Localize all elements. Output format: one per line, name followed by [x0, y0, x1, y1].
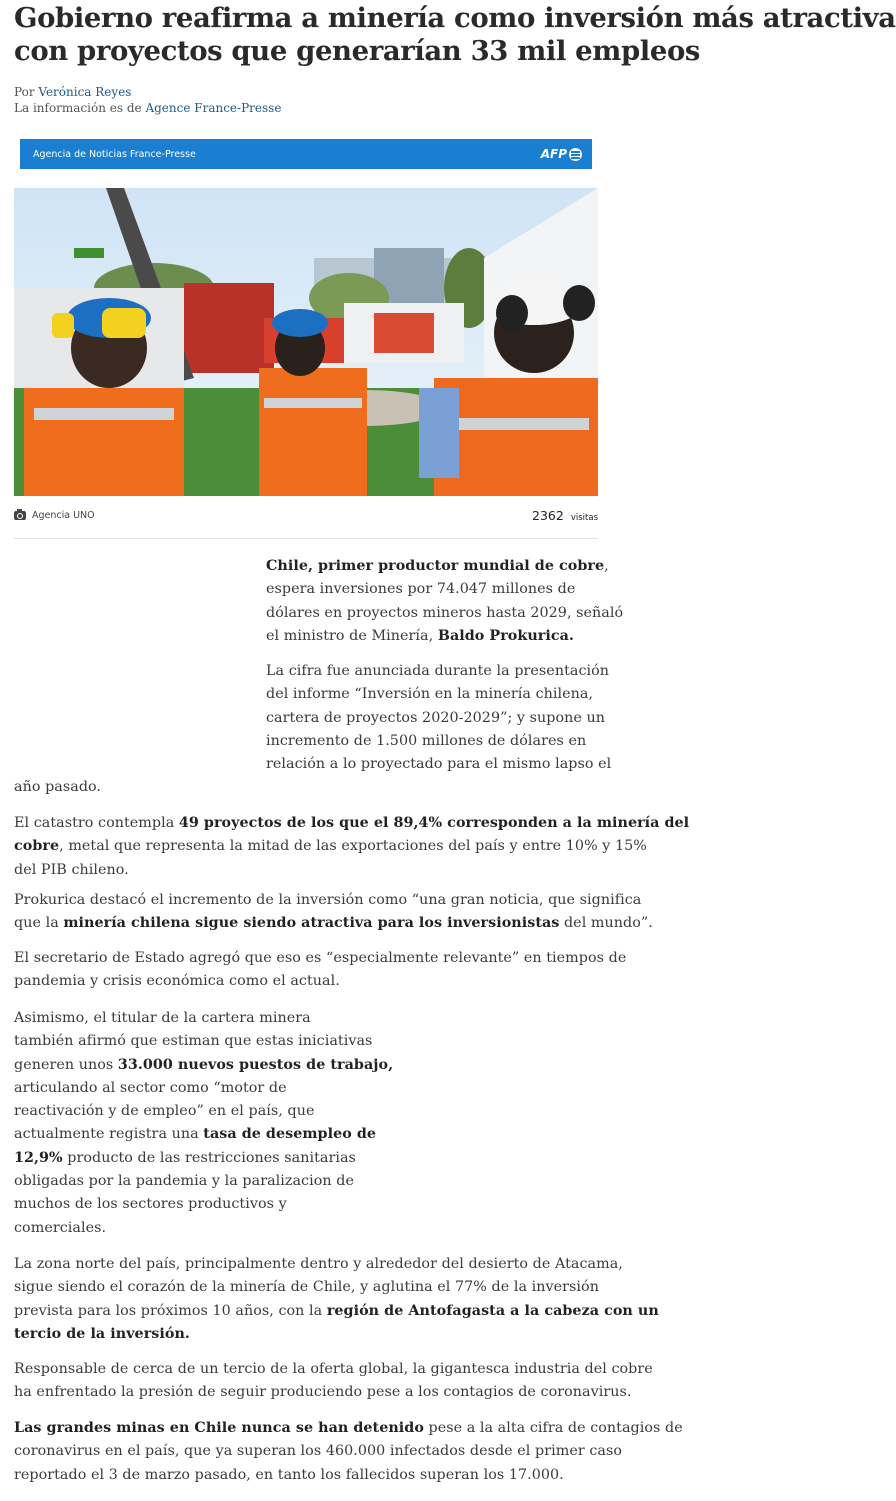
text-fragment: el ministro de Minería, — [266, 627, 438, 644]
text-fragment: del mundo”. — [559, 915, 653, 932]
paragraph-3 — [14, 812, 689, 882]
text-line: coronavirus en el país, que ya superan los 460.000 infectados desde el primer caso — [14, 1443, 622, 1460]
text-fragment: actualmente registra una — [14, 1126, 204, 1143]
photo-meta — [14, 508, 598, 528]
afp-logo — [541, 147, 582, 161]
paragraph-5 — [14, 947, 626, 994]
paragraph-7 — [14, 1253, 659, 1346]
paragraph-2 — [266, 660, 611, 776]
text-line: reactivación y de empleo” en el país, que — [14, 1103, 315, 1120]
text-line: Asimismo, el titular de la cartera minera — [14, 1010, 311, 1026]
text-line: reportado el 3 de marzo pasado, en tanto los fallecidos superan los 17.000. — [14, 1466, 564, 1483]
agency-banner-label: Agencia de Noticias France-Presse — [33, 148, 196, 160]
visit-label: visitas — [570, 513, 598, 523]
article-photo — [14, 188, 598, 496]
source-prefix: La información es de — [14, 101, 142, 115]
text-line — [14, 1054, 393, 1077]
text-line: incremento de 1.500 millones de dólares en — [266, 732, 587, 749]
headline-line-1: Gobierno reafirma a minería como inversión más atractiva — [14, 2, 896, 34]
text-line — [266, 555, 623, 578]
text-line: Responsable de cerca de un tercio de la oferta global, la gigantesca industria del cobre — [14, 1361, 653, 1377]
text-line — [14, 1147, 393, 1170]
text-fragment: generen unos — [14, 1056, 118, 1073]
bold-text: Baldo Prokurica. — [437, 627, 574, 644]
bold-text: Chile, primer productor mundial de cobre — [266, 558, 605, 574]
source-link[interactable]: Agence France-Presse — [145, 101, 282, 115]
paragraph-2-end — [14, 776, 101, 799]
photo-credit — [14, 510, 95, 521]
bold-text: cobre — [14, 838, 60, 855]
text-line: también afirmó que estiman que estas iniciativas — [14, 1033, 373, 1050]
text-line: comerciales. — [14, 1219, 107, 1236]
text-line: muchos de los sectores productivos y — [14, 1196, 287, 1213]
text-fragment: El catastro contempla — [14, 815, 179, 831]
visit-count: 2362 — [532, 508, 564, 523]
text-fragment: , metal que representa la mitad de las exportaciones del país y entre 10% y 15% — [59, 838, 647, 855]
globe-icon — [569, 148, 582, 161]
bold-text: 12,9% — [14, 1149, 63, 1166]
text-fragment: que la — [14, 915, 64, 932]
bold-text: minería chilena sigue siendo atractiva para los inversionistas — [63, 915, 560, 932]
text-line: obligadas por la pandemia y la paralizacion de — [14, 1173, 354, 1190]
text-line: del informe “Inversión en la minería chilena, — [266, 686, 594, 703]
bold-text: tasa de desempleo de — [203, 1126, 377, 1143]
byline — [14, 84, 281, 116]
afp-logo-text: AFP — [540, 147, 567, 161]
text-line — [14, 1123, 393, 1146]
author-link[interactable]: Verónica Reyes — [38, 85, 132, 99]
text-line: cartera de proyectos 2020-2029”; y supone un — [266, 709, 606, 726]
text-fragment: producto de las restricciones sanitarias — [62, 1149, 356, 1166]
paragraph-6 — [14, 1007, 393, 1240]
bold-text: 33.000 nuevos puestos de trabajo, — [117, 1056, 394, 1073]
text-line: La cifra fue anunciada durante la presentación — [266, 663, 610, 679]
text-line — [14, 1300, 659, 1323]
text-line: espera inversiones por 74.047 millones de — [266, 581, 576, 598]
text-line: sigue siendo el corazón de la minería de Chile, y aglutina el 77% de la inversión — [14, 1279, 599, 1296]
text-fragment: , — [604, 558, 609, 574]
text-fragment: pese a la alta cifra de contagios de — [423, 1420, 683, 1436]
text-line: dólares en proyectos mineros hasta 2029, señaló — [266, 604, 624, 621]
text-line: articulando al sector como “motor de — [14, 1079, 287, 1096]
visit-counter — [532, 508, 598, 523]
text-line: del PIB chileno. — [14, 861, 129, 878]
text-line: pandemia y crisis económica como el actual. — [14, 973, 340, 990]
text-line — [266, 625, 623, 648]
text-line: La zona norte del país, principalmente dentro y alrededor del desierto de Atacama, — [14, 1256, 623, 1272]
paragraph-1 — [266, 555, 623, 648]
text-line: ha enfrentado la presión de seguir produciendo pese a los contagios de coronavirus. — [14, 1384, 632, 1401]
text-line — [14, 835, 689, 858]
text-line: Prokurica destacó el incremento de la inversión como “una gran noticia, que significa — [14, 892, 642, 908]
bold-text: tercio de la inversión. — [14, 1325, 190, 1342]
divider — [14, 538, 598, 539]
text-line: relación a lo proyectado para el mismo lapso el — [266, 756, 612, 773]
text-line — [14, 1417, 683, 1440]
paragraph-4 — [14, 889, 653, 936]
bold-text: 49 proyectos de los que el 89,4% corresponden a la minería del — [178, 815, 690, 831]
text-line — [14, 812, 689, 835]
bold-text: Las grandes minas en Chile nunca se han detenido — [14, 1420, 424, 1436]
text-fragment: prevista para los próximos 10 años, con la — [14, 1302, 327, 1319]
paragraph-8 — [14, 1358, 653, 1405]
text-line: El secretario de Estado agregó que eso es “especialmente relevante” en tiempos de — [14, 950, 627, 966]
text-line — [14, 1323, 659, 1346]
paragraph-9 — [14, 1417, 683, 1487]
camera-icon — [14, 511, 26, 520]
text-line: año pasado. — [14, 779, 102, 795]
bold-text: región de Antofagasta a la cabeza con un — [326, 1302, 659, 1319]
agency-banner[interactable] — [20, 139, 592, 169]
headline-line-2: con proyectos que generarían 33 mil empleos — [14, 35, 700, 67]
photo-credit-text: Agencia UNO — [32, 510, 95, 521]
byline-prefix: Por — [14, 85, 35, 99]
article-headline — [14, 2, 896, 68]
text-line — [14, 912, 653, 935]
